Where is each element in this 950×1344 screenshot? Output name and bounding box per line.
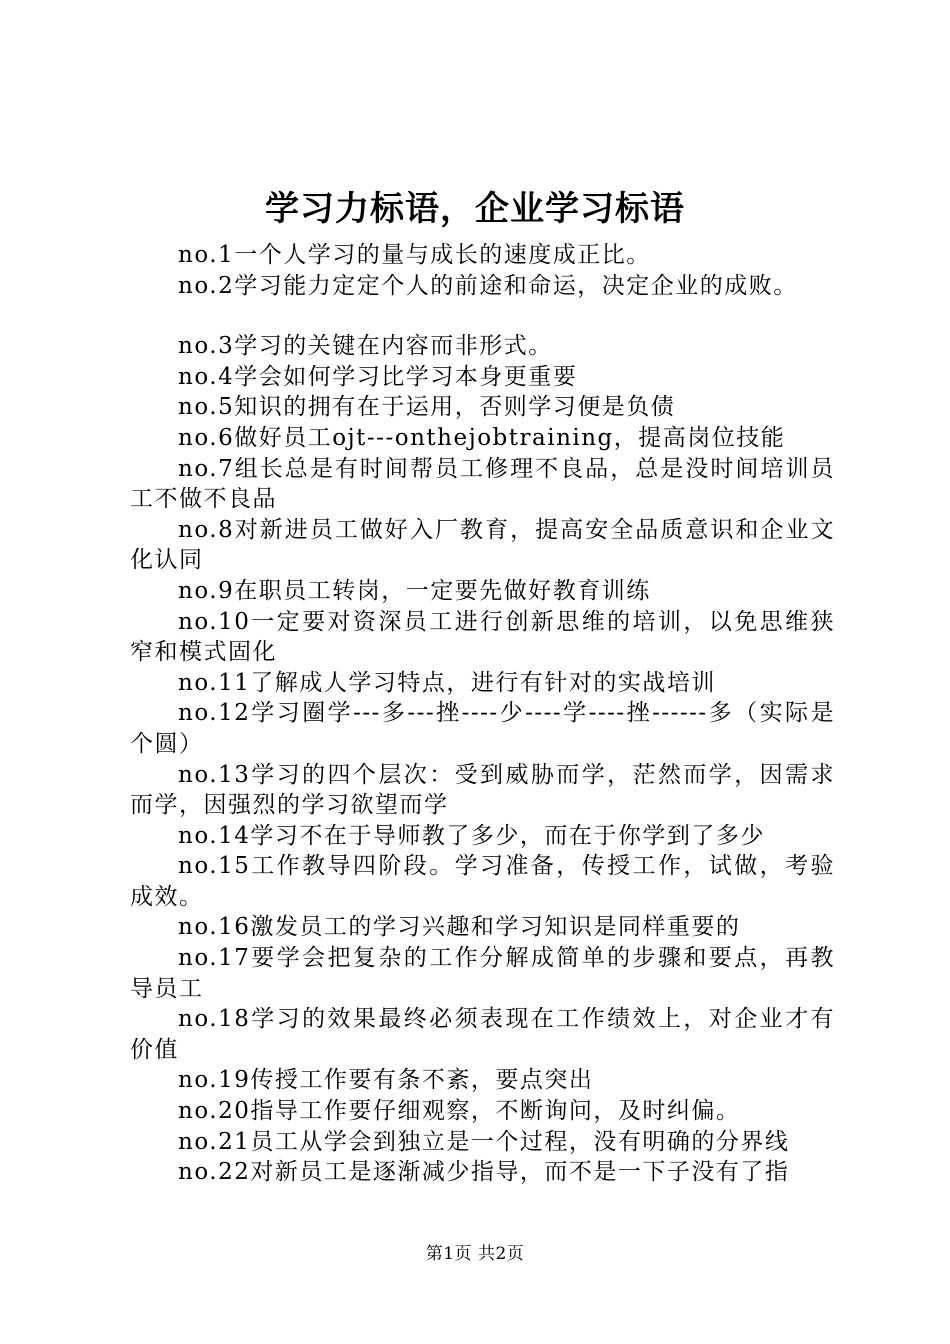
document-body bbox=[130, 240, 835, 1188]
list-item: no.22对新员工是逐渐减少指导，而不是一下子没有了指 bbox=[178, 1159, 790, 1186]
list-item: no.9在职员工转岗，一定要先做好教育训练 bbox=[178, 577, 651, 604]
list-item: no.5知识的拥有在于运用，否则学习便是负债 bbox=[178, 394, 676, 421]
list-item: no.10一定要对资深员工进行创新思维的培训，以免思维狭窄和模式固化 bbox=[130, 608, 835, 666]
list-item: no.3学习的关键在内容而非形式。 bbox=[178, 333, 553, 360]
list-item: no.19传授工作要有条不紊，要点突出 bbox=[178, 1067, 594, 1094]
list-item: no.16激发员工的学习兴趣和学习知识是同样重要的 bbox=[178, 914, 741, 941]
list-item: no.1一个人学习的量与成长的速度成正比。 bbox=[178, 242, 651, 268]
list-item: no.12学习圈学---多---挫----少----学----挫------多（实际是个圆） bbox=[130, 700, 835, 757]
list-item: no.13学习的四个层次：受到威胁而学，茫然而学，因需求而学，因强烈的学习欲望而学 bbox=[130, 761, 835, 819]
list-item: no.6做好员工ojt---onthejobtraining，提高岗位技能 bbox=[178, 424, 786, 451]
list-item: no.18学习的效果最终必须表现在工作绩效上，对企业才有价值 bbox=[130, 1006, 835, 1063]
list-item: no.11了解成人学习特点，进行有针对的实战培训 bbox=[178, 669, 716, 696]
list-item: no.4学会如何学习比学习本身更重要 bbox=[178, 363, 578, 390]
list-item: no.20指导工作要仔细观察，不断询问，及时纠偏。 bbox=[178, 1098, 741, 1125]
document-title: 学习力标语，企业学习标语 bbox=[265, 189, 685, 229]
list-item: no.21员工从学会到独立是一个过程，没有明确的分界线 bbox=[178, 1128, 790, 1155]
list-item: no.7组长总是有时间帮员工修理不良品，总是没时间培训员工不做不良品 bbox=[130, 455, 835, 513]
list-item: no.2学习能力定定个人的前途和命运，决定企业的成败。 bbox=[178, 272, 798, 299]
list-item: no.15工作教导四阶段。学习准备，传授工作，试做，考验成效。 bbox=[130, 853, 835, 910]
list-item: no.17要学会把复杂的工作分解成简单的步骤和要点，再教导员工 bbox=[130, 945, 835, 1002]
list-item: no.8对新进员工做好入厂教育，提高安全品质意识和企业文化认同 bbox=[130, 516, 835, 574]
list-item: no.14学习不在于导师教了多少，而在于你学到了多少 bbox=[178, 822, 765, 849]
page-number: 第1页 共2页 bbox=[425, 1244, 525, 1264]
